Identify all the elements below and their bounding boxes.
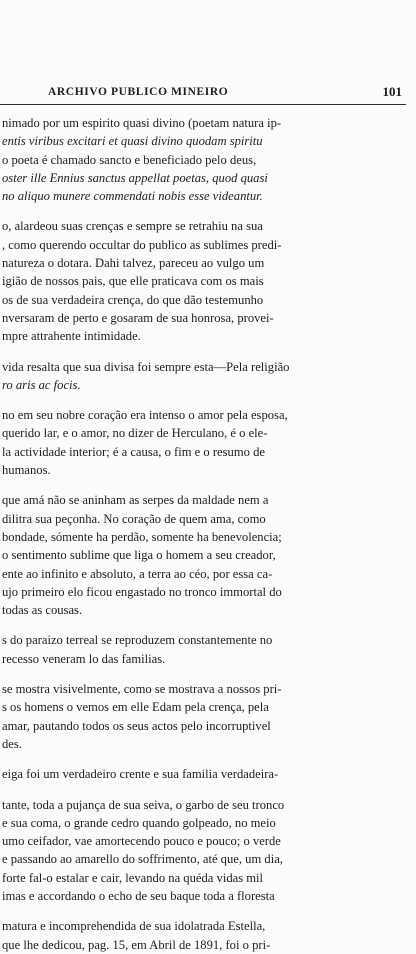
text-line: ente ao infinito e absoluto, a terra ao céo, por essa ca- bbox=[2, 566, 273, 581]
text-line: nimado por um espirito quasi divino (poetam natura ip- bbox=[2, 116, 282, 130]
text-line: que amá não se aninham as serpes da maldade nem a bbox=[2, 493, 269, 508]
text-line: humanos. bbox=[2, 463, 51, 478]
paragraph bbox=[0, 796, 408, 906]
page-header bbox=[0, 86, 416, 102]
paragraph bbox=[0, 114, 408, 205]
paragraph bbox=[0, 406, 408, 479]
text-line: se mostra visivelmente, como se mostrava a nossos pri- bbox=[2, 682, 282, 697]
text-line: querido lar, e o amor, no dizer de Herculano, é o ele- bbox=[2, 426, 268, 441]
page-number: 101 bbox=[382, 84, 402, 99]
paragraph-gap bbox=[0, 668, 408, 680]
paragraph-gap bbox=[0, 619, 408, 631]
text-line: no aliquo munere commendati nobis esse videantur. bbox=[2, 189, 263, 204]
text-line: entis viribus excitari et quasi divino quodam spiritu bbox=[2, 134, 263, 149]
text-line: os de sua verdadeira crença, do que dão testemunho bbox=[2, 292, 264, 307]
text-line: imas e accordando o echo de seu baque toda a floresta bbox=[2, 888, 275, 903]
text-line: s os homens o vemos em elle Edam pela crença, pela bbox=[2, 700, 269, 715]
text-line: ro aris ac focis. bbox=[2, 377, 81, 392]
text-line: eiga foi um verdadeiro crente e sua familia verdadeira- bbox=[2, 767, 279, 782]
paragraph bbox=[0, 491, 408, 619]
paragraph-gap bbox=[0, 479, 408, 491]
text-line: igião de nossos pais, que elle praticava com os mais bbox=[2, 274, 264, 289]
text-line: s do paraizo terreal se reproduzem constantemente no bbox=[2, 633, 273, 648]
text-line: recesso veneram lo das familias. bbox=[2, 651, 166, 666]
paragraph bbox=[0, 680, 408, 753]
header-rule bbox=[0, 104, 406, 105]
text-line: tante, toda a pujança de sua seiva, o garbo de seu tronco bbox=[2, 797, 285, 812]
text-line: umo ceifador, vae amortecendo pouco e pouco; o verde bbox=[2, 834, 281, 849]
text-line: nversaram de perto e gosaram de sua honrosa, provei- bbox=[2, 310, 274, 325]
text-line: que lhe dedicou, pag. 15, em Abril de 1891, foi o pri- bbox=[2, 937, 271, 952]
text-line: la actividade interior; é a causa, o fim e o resumo de bbox=[2, 444, 265, 459]
text-line: vida resalta que sua divisa foi sempre esta—Pela religião bbox=[2, 359, 290, 374]
text-line: no em seu nobre coração era intenso o amor pela esposa, bbox=[2, 408, 288, 423]
text-line: o sentimento sublime que liga o homem a seu creador, bbox=[2, 548, 276, 563]
paragraph bbox=[0, 917, 408, 954]
paragraph-gap bbox=[0, 394, 408, 406]
paragraph-gap bbox=[0, 905, 408, 917]
text-line: o, alardeou suas crenças e sempre se retrahiu na sua bbox=[2, 219, 263, 234]
text-line: matura e incomprehendida de sua idolatrada Estella, bbox=[2, 919, 266, 934]
paragraph bbox=[0, 631, 408, 668]
paragraph-gap bbox=[0, 205, 408, 217]
paragraph bbox=[0, 217, 408, 345]
paragraph-gap bbox=[0, 784, 408, 796]
text-line: e sua coma, o grande cedro quando golpeado, no meio bbox=[2, 815, 276, 830]
paragraph bbox=[0, 765, 408, 783]
text-line: , como querendo occultar do publico as sublimes predi- bbox=[2, 237, 282, 252]
text-line: natureza o dotara. Dahi talvez, pareceu ao vulgo um bbox=[2, 256, 265, 271]
text-line: des. bbox=[2, 736, 22, 751]
text-line: forte fal-o estalar e cair, levando na quéda vidas mil bbox=[2, 870, 264, 885]
text-line: amar, pautando todos os seus actos pelo incorruptivel bbox=[2, 718, 271, 733]
text-line: o poeta é chamado sancto e beneficiado pelo deus, bbox=[2, 152, 257, 167]
text-line: ujo primeiro elo ficou engastado no tronco immortal do bbox=[2, 584, 282, 599]
body-text bbox=[0, 114, 408, 954]
text-line: bondade, sómente ha perdão, somente ha benevolencia; bbox=[2, 529, 282, 544]
paragraph-gap bbox=[0, 346, 408, 358]
text-line: todas as cousas. bbox=[2, 603, 83, 618]
running-head: ARCHIVO PUBLICO MINEIRO bbox=[48, 86, 229, 98]
paragraph bbox=[0, 358, 408, 395]
text-line: oster ille Ennius sanctus appellat poetas, quod quasi bbox=[2, 170, 268, 185]
paragraph-gap bbox=[0, 753, 408, 765]
text-line: e passando ao amarello do soffrimento, até que, um dia, bbox=[2, 852, 283, 867]
text-line: dilitra sua peçonha. No coração de quem ama, como bbox=[2, 511, 266, 526]
text-line: mpre attrahente intimidade. bbox=[2, 329, 141, 344]
